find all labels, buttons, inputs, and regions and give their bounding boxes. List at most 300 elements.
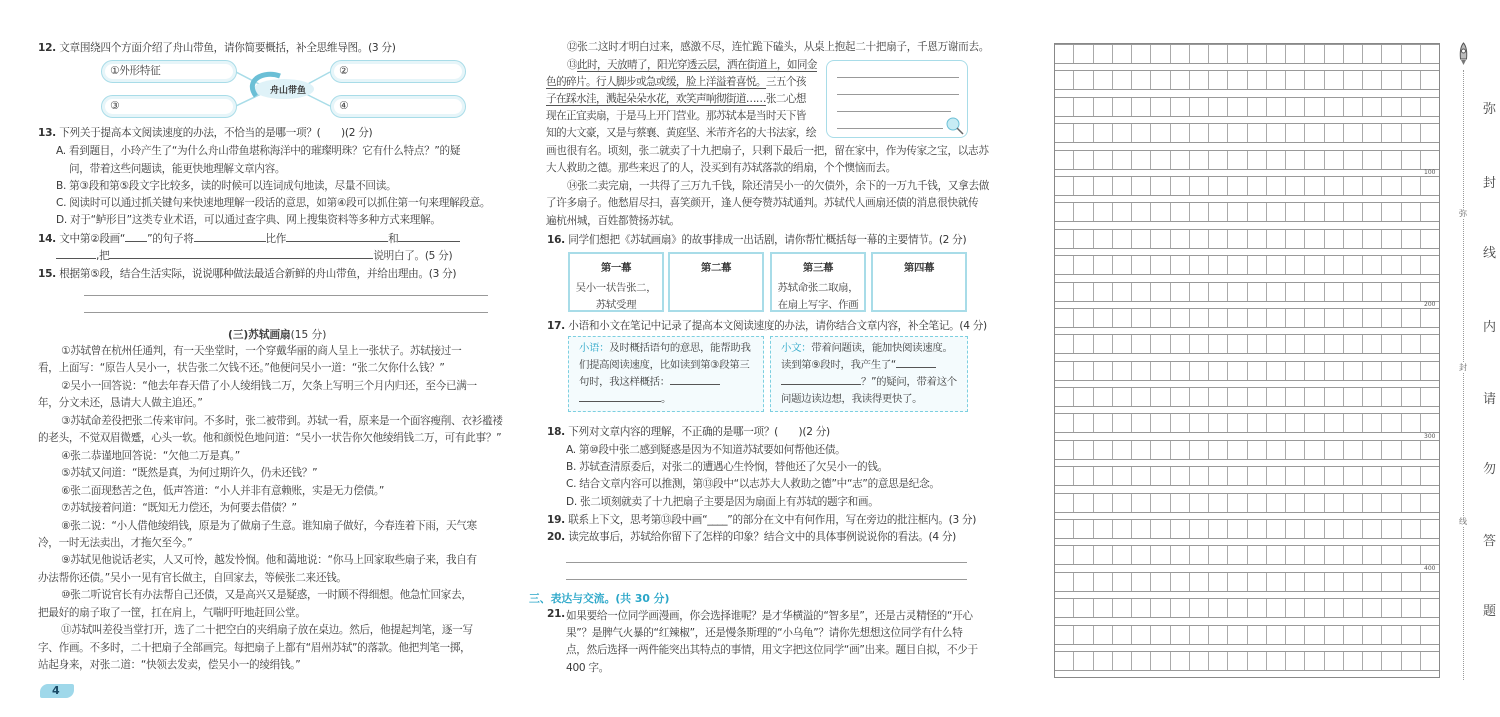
grid-cell[interactable] <box>1171 177 1190 195</box>
grid-cell[interactable] <box>1190 335 1209 353</box>
q20-answer-line-1[interactable] <box>566 562 967 563</box>
grid-cell[interactable] <box>1421 203 1439 221</box>
grid-cell[interactable] <box>1094 599 1113 617</box>
grid-cell[interactable] <box>1325 98 1344 116</box>
grid-cell[interactable] <box>1151 283 1170 301</box>
grid-cell[interactable] <box>1171 151 1190 169</box>
grid-cell[interactable] <box>1421 45 1439 63</box>
grid-cell[interactable] <box>1344 45 1363 63</box>
grid-cell[interactable] <box>1228 256 1247 274</box>
grid-cell[interactable] <box>1074 45 1093 63</box>
grid-cell[interactable] <box>1402 256 1421 274</box>
grid-cell[interactable] <box>1074 467 1093 485</box>
grid-cell[interactable] <box>1171 335 1190 353</box>
q14-blank-1[interactable] <box>125 241 147 242</box>
grid-cell[interactable] <box>1421 494 1439 512</box>
grid-cell[interactable] <box>1190 283 1209 301</box>
grid-cell[interactable] <box>1382 177 1401 195</box>
grid-cell[interactable] <box>1325 494 1344 512</box>
grid-cell[interactable] <box>1151 151 1170 169</box>
grid-cell[interactable] <box>1267 203 1286 221</box>
grid-cell[interactable] <box>1228 652 1247 670</box>
grid-cell[interactable] <box>1190 151 1209 169</box>
grid-cell[interactable] <box>1286 652 1305 670</box>
grid-cell[interactable] <box>1325 151 1344 169</box>
grid-cell[interactable] <box>1228 71 1247 89</box>
grid-cell[interactable] <box>1325 177 1344 195</box>
grid-cell[interactable] <box>1151 335 1170 353</box>
grid-cell[interactable] <box>1363 441 1382 459</box>
grid-cell[interactable] <box>1344 98 1363 116</box>
grid-cell[interactable] <box>1074 546 1093 564</box>
grid-cell[interactable] <box>1421 520 1439 538</box>
grid-cell[interactable] <box>1209 414 1228 432</box>
grid-cell[interactable] <box>1055 520 1074 538</box>
grid-cell[interactable] <box>1132 573 1151 591</box>
grid-cell[interactable] <box>1248 626 1267 644</box>
grid-cell[interactable] <box>1305 626 1324 644</box>
q13-option-b[interactable]: B. 第③段和第⑤段文字比较多，读的时候可以连词成句地读，尽量不回读。 <box>56 180 397 192</box>
grid-cell[interactable] <box>1055 414 1074 432</box>
grid-cell[interactable] <box>1113 414 1132 432</box>
grid-cell[interactable] <box>1402 283 1421 301</box>
grid-cell[interactable] <box>1171 45 1190 63</box>
grid-cell[interactable] <box>1305 414 1324 432</box>
grid-cell[interactable] <box>1094 335 1113 353</box>
grid-cell[interactable] <box>1094 309 1113 327</box>
grid-cell[interactable] <box>1151 494 1170 512</box>
grid-cell[interactable] <box>1228 467 1247 485</box>
grid-cell[interactable] <box>1267 45 1286 63</box>
grid-cell[interactable] <box>1151 520 1170 538</box>
grid-cell[interactable] <box>1248 599 1267 617</box>
grid-cell[interactable] <box>1382 652 1401 670</box>
grid-cell[interactable] <box>1132 388 1151 406</box>
grid-cell[interactable] <box>1190 362 1209 380</box>
grid-cell[interactable] <box>1363 98 1382 116</box>
grid-cell[interactable] <box>1325 309 1344 327</box>
grid-cell[interactable] <box>1151 441 1170 459</box>
grid-cell[interactable] <box>1094 467 1113 485</box>
grid-cell[interactable] <box>1402 573 1421 591</box>
grid-cell[interactable] <box>1094 388 1113 406</box>
grid-cell[interactable] <box>1286 467 1305 485</box>
grid-cell[interactable] <box>1209 151 1228 169</box>
grid-cell[interactable] <box>1151 599 1170 617</box>
grid-cell[interactable] <box>1421 626 1439 644</box>
grid-cell[interactable] <box>1421 151 1439 169</box>
grid-cell[interactable] <box>1267 151 1286 169</box>
grid-cell[interactable] <box>1171 599 1190 617</box>
grid-cell[interactable] <box>1074 230 1093 248</box>
grid-cell[interactable] <box>1325 388 1344 406</box>
grid-cell[interactable] <box>1248 652 1267 670</box>
grid-cell[interactable] <box>1190 98 1209 116</box>
grid-cell[interactable] <box>1248 98 1267 116</box>
grid-cell[interactable] <box>1286 388 1305 406</box>
grid-cell[interactable] <box>1325 441 1344 459</box>
grid-cell[interactable] <box>1344 309 1363 327</box>
grid-cell[interactable] <box>1113 309 1132 327</box>
grid-cell[interactable] <box>1325 71 1344 89</box>
grid-cell[interactable] <box>1228 494 1247 512</box>
grid-cell[interactable] <box>1228 45 1247 63</box>
grid-cell[interactable] <box>1267 652 1286 670</box>
grid-cell[interactable] <box>1286 98 1305 116</box>
grid-cell[interactable] <box>1094 520 1113 538</box>
grid-cell[interactable] <box>1094 177 1113 195</box>
grid-cell[interactable] <box>1363 520 1382 538</box>
grid-cell[interactable] <box>1209 230 1228 248</box>
grid-cell[interactable] <box>1209 71 1228 89</box>
grid-cell[interactable] <box>1228 151 1247 169</box>
grid-cell[interactable] <box>1151 230 1170 248</box>
grid-cell[interactable] <box>1171 652 1190 670</box>
note-xiaoyu-blank[interactable] <box>670 384 720 385</box>
grid-cell[interactable] <box>1074 124 1093 142</box>
grid-cell[interactable] <box>1190 441 1209 459</box>
grid-cell[interactable] <box>1228 626 1247 644</box>
grid-cell[interactable] <box>1344 520 1363 538</box>
grid-cell[interactable] <box>1402 177 1421 195</box>
grid-cell[interactable] <box>1190 177 1209 195</box>
grid-cell[interactable] <box>1286 599 1305 617</box>
q13-option-d[interactable]: D. 对于“鲈形目”这类专业术语，可以通过查字典、网上搜集资料等多种方式来理解。 <box>56 214 441 226</box>
grid-cell[interactable] <box>1421 546 1439 564</box>
grid-cell[interactable] <box>1363 256 1382 274</box>
grid-cell[interactable] <box>1286 151 1305 169</box>
grid-cell[interactable] <box>1228 98 1247 116</box>
grid-cell[interactable] <box>1421 256 1439 274</box>
grid-cell[interactable] <box>1267 414 1286 432</box>
grid-cell[interactable] <box>1190 45 1209 63</box>
grid-cell[interactable] <box>1344 256 1363 274</box>
grid-cell[interactable] <box>1094 652 1113 670</box>
grid-cell[interactable] <box>1382 335 1401 353</box>
grid-cell[interactable] <box>1248 203 1267 221</box>
grid-cell[interactable] <box>1171 309 1190 327</box>
grid-cell[interactable] <box>1055 283 1074 301</box>
grid-cell[interactable] <box>1094 573 1113 591</box>
grid-cell[interactable] <box>1132 626 1151 644</box>
grid-cell[interactable] <box>1209 626 1228 644</box>
grid-cell[interactable] <box>1209 520 1228 538</box>
grid-cell[interactable] <box>1305 599 1324 617</box>
grid-cell[interactable] <box>1267 388 1286 406</box>
grid-cell[interactable] <box>1305 256 1324 274</box>
grid-cell[interactable] <box>1402 414 1421 432</box>
grid-cell[interactable] <box>1402 71 1421 89</box>
grid-cell[interactable] <box>1074 494 1093 512</box>
grid-cell[interactable] <box>1132 230 1151 248</box>
grid-cell[interactable] <box>1267 467 1286 485</box>
grid-cell[interactable] <box>1055 124 1074 142</box>
grid-cell[interactable] <box>1325 362 1344 380</box>
grid-cell[interactable] <box>1421 309 1439 327</box>
grid-cell[interactable] <box>1113 626 1132 644</box>
grid-cell[interactable] <box>1402 388 1421 406</box>
q18-option-c[interactable]: C. 结合文章内容可以推测，第⑬段中“以志苏大人救助之德”中“志”的意思是纪念。 <box>566 478 940 490</box>
grid-cell[interactable] <box>1171 467 1190 485</box>
grid-cell[interactable] <box>1382 626 1401 644</box>
grid-cell[interactable] <box>1325 467 1344 485</box>
grid-cell[interactable] <box>1402 494 1421 512</box>
grid-cell[interactable] <box>1132 45 1151 63</box>
grid-cell[interactable] <box>1055 335 1074 353</box>
grid-cell[interactable] <box>1055 45 1074 63</box>
grid-cell[interactable] <box>1382 230 1401 248</box>
grid-cell[interactable] <box>1094 256 1113 274</box>
grid-cell[interactable] <box>1363 45 1382 63</box>
grid-cell[interactable] <box>1132 467 1151 485</box>
grid-cell[interactable] <box>1305 71 1324 89</box>
grid-cell[interactable] <box>1132 283 1151 301</box>
grid-cell[interactable] <box>1286 441 1305 459</box>
q14-blank-2[interactable] <box>194 241 266 242</box>
grid-cell[interactable] <box>1421 388 1439 406</box>
grid-cell[interactable] <box>1209 335 1228 353</box>
grid-cell[interactable] <box>1094 414 1113 432</box>
grid-cell[interactable] <box>1113 256 1132 274</box>
grid-cell[interactable] <box>1113 388 1132 406</box>
grid-cell[interactable] <box>1113 467 1132 485</box>
grid-cell[interactable] <box>1402 230 1421 248</box>
grid-cell[interactable] <box>1344 124 1363 142</box>
grid-cell[interactable] <box>1267 335 1286 353</box>
grid-cell[interactable] <box>1344 652 1363 670</box>
grid-cell[interactable] <box>1305 124 1324 142</box>
grid-cell[interactable] <box>1094 124 1113 142</box>
grid-cell[interactable] <box>1402 98 1421 116</box>
mindmap-node-4[interactable]: ④ <box>330 95 466 118</box>
grid-cell[interactable] <box>1074 599 1093 617</box>
grid-cell[interactable] <box>1094 362 1113 380</box>
grid-cell[interactable] <box>1382 520 1401 538</box>
grid-cell[interactable] <box>1402 45 1421 63</box>
note-xiaowen-blank[interactable] <box>896 367 936 368</box>
grid-cell[interactable] <box>1421 177 1439 195</box>
grid-cell[interactable] <box>1363 71 1382 89</box>
grid-cell[interactable] <box>1363 546 1382 564</box>
grid-cell[interactable] <box>1344 626 1363 644</box>
grid-cell[interactable] <box>1305 441 1324 459</box>
grid-cell[interactable] <box>1171 203 1190 221</box>
grid-cell[interactable] <box>1344 71 1363 89</box>
grid-cell[interactable] <box>1248 546 1267 564</box>
grid-cell[interactable] <box>1305 546 1324 564</box>
grid-cell[interactable] <box>1132 309 1151 327</box>
grid-cell[interactable] <box>1151 573 1170 591</box>
grid-cell[interactable] <box>1248 124 1267 142</box>
grid-cell[interactable] <box>1151 414 1170 432</box>
grid-cell[interactable] <box>1132 124 1151 142</box>
grid-cell[interactable] <box>1055 494 1074 512</box>
mindmap-node-2[interactable]: ② <box>330 60 466 83</box>
grid-cell[interactable] <box>1094 546 1113 564</box>
grid-cell[interactable] <box>1094 230 1113 248</box>
grid-cell[interactable] <box>1209 177 1228 195</box>
grid-cell[interactable] <box>1190 124 1209 142</box>
grid-cell[interactable] <box>1151 362 1170 380</box>
grid-cell[interactable] <box>1363 124 1382 142</box>
grid-cell[interactable] <box>1132 520 1151 538</box>
grid-cell[interactable] <box>1344 546 1363 564</box>
grid-cell[interactable] <box>1267 599 1286 617</box>
grid-cell[interactable] <box>1248 467 1267 485</box>
grid-cell[interactable] <box>1151 124 1170 142</box>
grid-cell[interactable] <box>1055 546 1074 564</box>
grid-cell[interactable] <box>1209 283 1228 301</box>
scene-box[interactable] <box>668 252 764 312</box>
grid-cell[interactable] <box>1382 283 1401 301</box>
grid-cell[interactable] <box>1151 71 1170 89</box>
grid-cell[interactable] <box>1248 388 1267 406</box>
grid-cell[interactable] <box>1421 599 1439 617</box>
grid-cell[interactable] <box>1421 362 1439 380</box>
grid-cell[interactable] <box>1074 652 1093 670</box>
grid-cell[interactable] <box>1421 98 1439 116</box>
grid-cell[interactable] <box>1421 335 1439 353</box>
grid-cell[interactable] <box>1344 283 1363 301</box>
grid-cell[interactable] <box>1209 98 1228 116</box>
grid-cell[interactable] <box>1267 309 1286 327</box>
grid-cell[interactable] <box>1209 652 1228 670</box>
grid-cell[interactable] <box>1305 467 1324 485</box>
grid-cell[interactable] <box>1209 124 1228 142</box>
grid-cell[interactable] <box>1325 414 1344 432</box>
grid-cell[interactable] <box>1171 414 1190 432</box>
grid-cell[interactable] <box>1363 203 1382 221</box>
grid-cell[interactable] <box>1171 230 1190 248</box>
grid-cell[interactable] <box>1228 414 1247 432</box>
grid-cell[interactable] <box>1248 283 1267 301</box>
q15-answer-line-2[interactable] <box>84 312 488 313</box>
grid-cell[interactable] <box>1055 362 1074 380</box>
grid-cell[interactable] <box>1267 71 1286 89</box>
grid-cell[interactable] <box>1228 177 1247 195</box>
grid-cell[interactable] <box>1402 362 1421 380</box>
grid-cell[interactable] <box>1305 520 1324 538</box>
q13-option-a[interactable]: A. 看到题目，小玲产生了“为什么舟山带鱼堪称海洋中的璀璨明珠？它有什么特点？”的疑 <box>56 145 461 157</box>
grid-cell[interactable] <box>1382 309 1401 327</box>
grid-cell[interactable] <box>1267 124 1286 142</box>
grid-cell[interactable] <box>1190 494 1209 512</box>
grid-cell[interactable] <box>1267 546 1286 564</box>
grid-cell[interactable] <box>1305 203 1324 221</box>
grid-cell[interactable] <box>1094 151 1113 169</box>
grid-cell[interactable] <box>1267 230 1286 248</box>
grid-cell[interactable] <box>1305 230 1324 248</box>
grid-cell[interactable] <box>1132 203 1151 221</box>
grid-cell[interactable] <box>1209 467 1228 485</box>
grid-cell[interactable] <box>1113 573 1132 591</box>
grid-cell[interactable] <box>1363 362 1382 380</box>
grid-cell[interactable] <box>1055 441 1074 459</box>
grid-cell[interactable] <box>1363 414 1382 432</box>
grid-cell[interactable] <box>1113 71 1132 89</box>
grid-cell[interactable] <box>1267 626 1286 644</box>
grid-cell[interactable] <box>1209 362 1228 380</box>
grid-cell[interactable] <box>1363 335 1382 353</box>
grid-cell[interactable] <box>1074 177 1093 195</box>
grid-cell[interactable] <box>1325 203 1344 221</box>
grid-cell[interactable] <box>1055 599 1074 617</box>
grid-cell[interactable] <box>1305 177 1324 195</box>
grid-cell[interactable] <box>1248 230 1267 248</box>
grid-cell[interactable] <box>1132 441 1151 459</box>
grid-cell[interactable] <box>1171 362 1190 380</box>
grid-cell[interactable] <box>1325 283 1344 301</box>
grid-cell[interactable] <box>1074 98 1093 116</box>
grid-cell[interactable] <box>1094 283 1113 301</box>
grid-cell[interactable] <box>1382 573 1401 591</box>
grid-cell[interactable] <box>1305 573 1324 591</box>
grid-cell[interactable] <box>1267 520 1286 538</box>
grid-cell[interactable] <box>1228 283 1247 301</box>
grid-cell[interactable] <box>1382 45 1401 63</box>
grid-cell[interactable] <box>1190 309 1209 327</box>
grid-cell[interactable] <box>1209 45 1228 63</box>
grid-cell[interactable] <box>1228 309 1247 327</box>
grid-cell[interactable] <box>1171 626 1190 644</box>
grid-cell[interactable] <box>1055 256 1074 274</box>
grid-cell[interactable] <box>1055 652 1074 670</box>
grid-cell[interactable] <box>1382 362 1401 380</box>
grid-cell[interactable] <box>1363 467 1382 485</box>
grid-cell[interactable] <box>1132 362 1151 380</box>
grid-cell[interactable] <box>1190 520 1209 538</box>
grid-cell[interactable] <box>1190 414 1209 432</box>
grid-cell[interactable] <box>1171 283 1190 301</box>
grid-cell[interactable] <box>1305 151 1324 169</box>
grid-cell[interactable] <box>1402 124 1421 142</box>
q14-blank-5[interactable] <box>56 258 96 259</box>
grid-cell[interactable] <box>1113 98 1132 116</box>
grid-cell[interactable] <box>1286 546 1305 564</box>
grid-cell[interactable] <box>1402 309 1421 327</box>
grid-cell[interactable] <box>1286 520 1305 538</box>
grid-cell[interactable] <box>1267 177 1286 195</box>
grid-cell[interactable] <box>1267 362 1286 380</box>
grid-cell[interactable] <box>1248 494 1267 512</box>
annotation-box[interactable] <box>826 60 968 138</box>
grid-cell[interactable] <box>1171 573 1190 591</box>
grid-cell[interactable] <box>1382 71 1401 89</box>
grid-cell[interactable] <box>1228 124 1247 142</box>
grid-cell[interactable] <box>1325 520 1344 538</box>
grid-cell[interactable] <box>1248 520 1267 538</box>
mindmap-node-3[interactable]: ③ <box>101 95 237 118</box>
q15-answer-line-1[interactable] <box>84 295 488 296</box>
grid-cell[interactable] <box>1132 71 1151 89</box>
q14-blank-4[interactable] <box>398 241 460 242</box>
grid-cell[interactable] <box>1094 45 1113 63</box>
grid-cell[interactable] <box>1228 599 1247 617</box>
grid-cell[interactable] <box>1113 652 1132 670</box>
grid-cell[interactable] <box>1382 546 1401 564</box>
grid-cell[interactable] <box>1209 573 1228 591</box>
grid-cell[interactable] <box>1325 45 1344 63</box>
grid-cell[interactable] <box>1132 494 1151 512</box>
grid-cell[interactable] <box>1305 283 1324 301</box>
grid-cell[interactable] <box>1190 599 1209 617</box>
grid-cell[interactable] <box>1402 335 1421 353</box>
grid-cell[interactable] <box>1363 283 1382 301</box>
grid-cell[interactable] <box>1190 652 1209 670</box>
grid-cell[interactable] <box>1055 626 1074 644</box>
grid-cell[interactable] <box>1421 414 1439 432</box>
grid-cell[interactable] <box>1382 441 1401 459</box>
